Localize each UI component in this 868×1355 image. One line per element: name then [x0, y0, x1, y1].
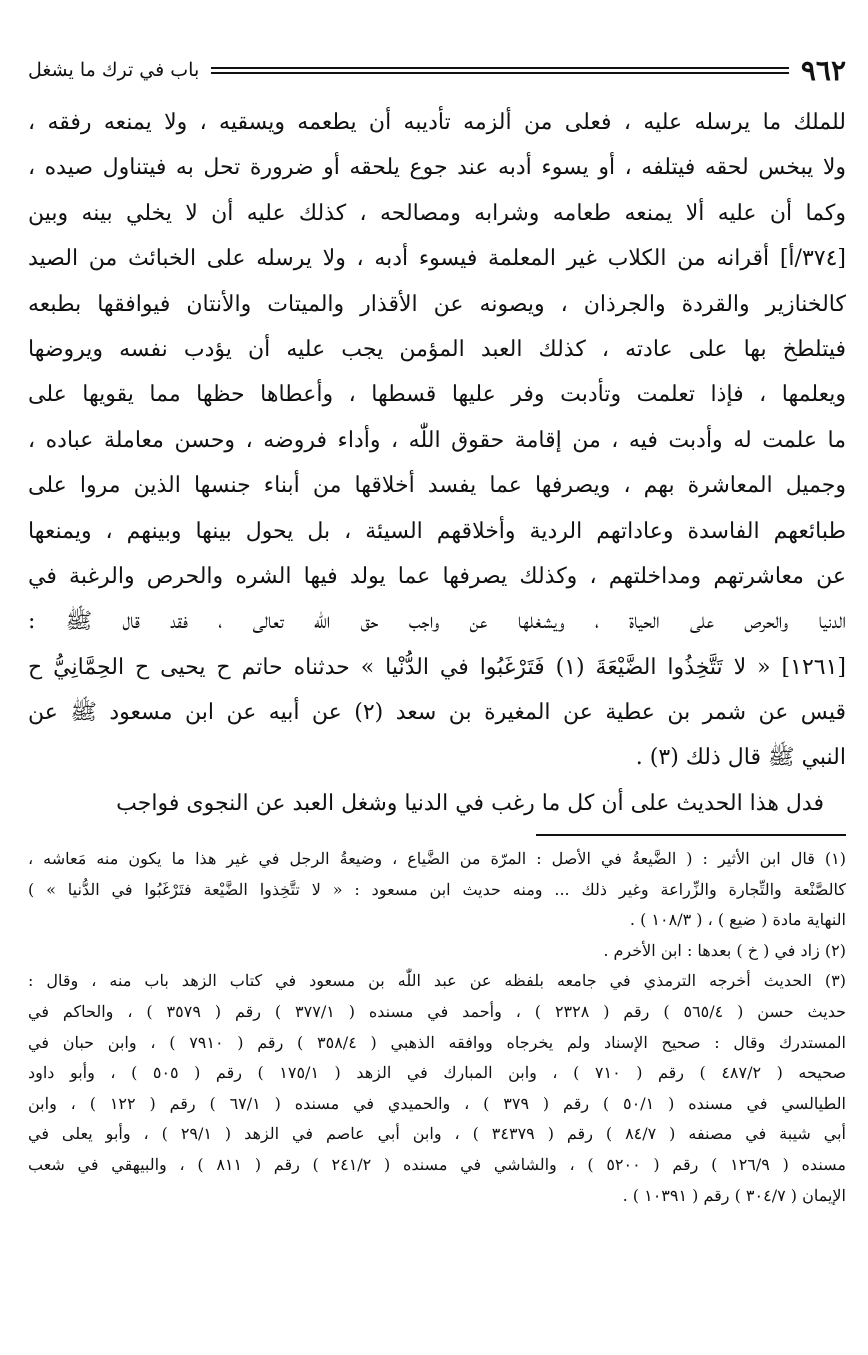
footnote-line: حديث حسن ( ٥٦٥/٤ ) رقم ( ٢٣٢٨ ) ، وأحمد في مسنده ( ٣٧٧/١ ) رقم ( ٣٥٧٩ ) ، والحاكم في [28, 1001, 846, 1021]
text-line: وكما أن عليه ألا يمنعه طعامه وشرابه ومصالحه ، كذلك عليه أن لا يخلي بينه وبين [28, 200, 846, 226]
text-line: قيس عن شمر بن عطية عن المغيرة بن سعد (٢) عن أبيه عن ابن مسعود ﷺ عن [28, 700, 846, 726]
footnote-line: كالصَّنْعة والتِّجارة والزِّراعة وغير ذلك ... ومنه حديث ابن مسعود : « لا تتَّخِذوا الضَّيْعة فتَرْغَبُوا في الدُّنيا » ) [28, 879, 846, 899]
text-line: كالخنازير والقردة والجرذان ، ويصونه عن الأقذار والميتات والأنتان فيوافقها بطبعه [28, 291, 846, 317]
main-text [28, 100, 846, 826]
text-line: النبي ﷺ قال ذلك (٣) . [635, 745, 846, 771]
text-line: [٣٧٤/أ] أقرانه من الكلاب غير المعلمة فيسوء أدبه ، ولا يرسله على الخبائث من الصيد [28, 246, 846, 272]
text-line: وجميل المعاشرة بهم ، ويصرفها عما يفسد أخلاقها من أبناء جنسها الذين مروا على [28, 473, 846, 499]
hadith-line: [١٢٦١] « لا تَتَّخِذُوا الضَّيْعَةَ (١) فَتَرْغَبُوا في الدُّنْيا » حدثناه حاتم ح يحيى ح الحِمَّانِيُّ ح [28, 654, 846, 680]
text-line: الدنيا والحرص على الحياة ، ويشغلها عن واجب حق اللّٰه تعالى ، فقد قال ﷺ : [28, 609, 846, 635]
footnote-line: الإيمان ( ٣٠٤/٧ ) رقم ( ١٠٣٩١ ) . [622, 1185, 846, 1205]
text-line: فيتلطخ بها على عادته ، كذلك العبد المؤمن يجب عليه أن يؤدب نفسه ويروضها [28, 336, 846, 362]
header-rule [211, 67, 789, 74]
footnote-line: الطيالسي في مسنده ( ٥٠/١ ) رقم ( ٣٧٩ ) ، والحميدي في مسنده ( ٦٧/١ ) رقم ( ١٢٢ ) ، وابن [28, 1093, 846, 1113]
footnote-line: النهاية مادة ( ضيع ) ، ( ١٠٨/٣ ) . [629, 910, 846, 930]
page-header [28, 48, 846, 92]
text-line: ما علمت له وأدبت فيه ، من إقامة حقوق اللّٰه ، وأداء فروضه ، وحسن معاملة عباده ، [28, 427, 846, 453]
footnote-line: (٢) زاد في ( خ ) بعدها : ابن الأخرم . [603, 940, 846, 960]
text-line: طبائعهم الفاسدة وعاداتهم الردية وأخلاقهم السيئة ، بل يحول بينها وبينهم ، ويمنعها [28, 518, 846, 544]
footnote-line: صحيحه ( ٤٨٧/٢ ) رقم ( ٧١٠ ) ، وابن المبارك في الزهد ( ١٧٥/١ ) رقم ( ٥٠٥ ) ، وأبو داود [28, 1063, 846, 1083]
closing-paragraph: فدل هذا الحديث على أن كل ما رغب في الدنيا وشغل العبد عن النجوى فواجب [116, 790, 824, 816]
text-line: ويعلمها ، فإذا تعلمت وتأدبت وفر عليها قسطها ، وأعطاها حظها مما يقويها على [28, 382, 846, 408]
footnote-separator [536, 834, 846, 836]
footnote-line: أبي شيبة في مصنفه ( ٨٤/٧ ) رقم ( ٣٤٣٧٩ ) ، وابن أبي عاصم في الزهد ( ٢٩/١ ) ، وأبو يعلى في [28, 1124, 846, 1144]
footnote-line: مسنده ( ١٢٦/٩ ) رقم ( ٥٢٠٠ ) ، والشاشي في مسنده ( ٢٤١/٢ ) رقم ( ٨١١ ) ، والبيهقي في شعب [28, 1154, 846, 1174]
footnotes [28, 844, 846, 1211]
footnote-line: (١) قال ابن الأثير : ( الضَّيعةُ في الأصل : المرّة من الضَّياع ، وضيعةُ الرجل في غير هذا ما يكون منه مَعاشه ، [28, 849, 846, 868]
text-line: ولا يبخس لحقه فيتلفه ، أو يسوء أدبه عند جوع يلحقه أو ضرورة تحل به فيتناول صيده ، [28, 155, 846, 181]
running-title: باب في ترك ما يشغل [28, 59, 200, 81]
text-line: عن معاشرتهم ومداخلتهم ، وكذلك يصرفها عما يولد فيها الشره والحرص والرغبة في [28, 563, 846, 589]
footnote-line: (٣) الحديث أخرجه الترمذي في جامعه بلفظه عن عبد اللّٰه بن مسعود في كتاب الزهد باب منه ، وقال : [28, 971, 846, 991]
page-number: ٩٦٢ [800, 53, 846, 87]
footnote-line: المستدرك وقال : صحيح الإسناد ولم يخرجاه ووافقه الذهبي ( ٣٥٨/٤ ) رقم ( ٧٩١٠ ) ، وابن حبان في [28, 1032, 846, 1052]
text-line: للملك ما يرسله عليه ، فعلى من ألزمه تأديبه أن يطعمه ويسقيه ، ولا يمنعه رفقه ، [28, 110, 846, 135]
